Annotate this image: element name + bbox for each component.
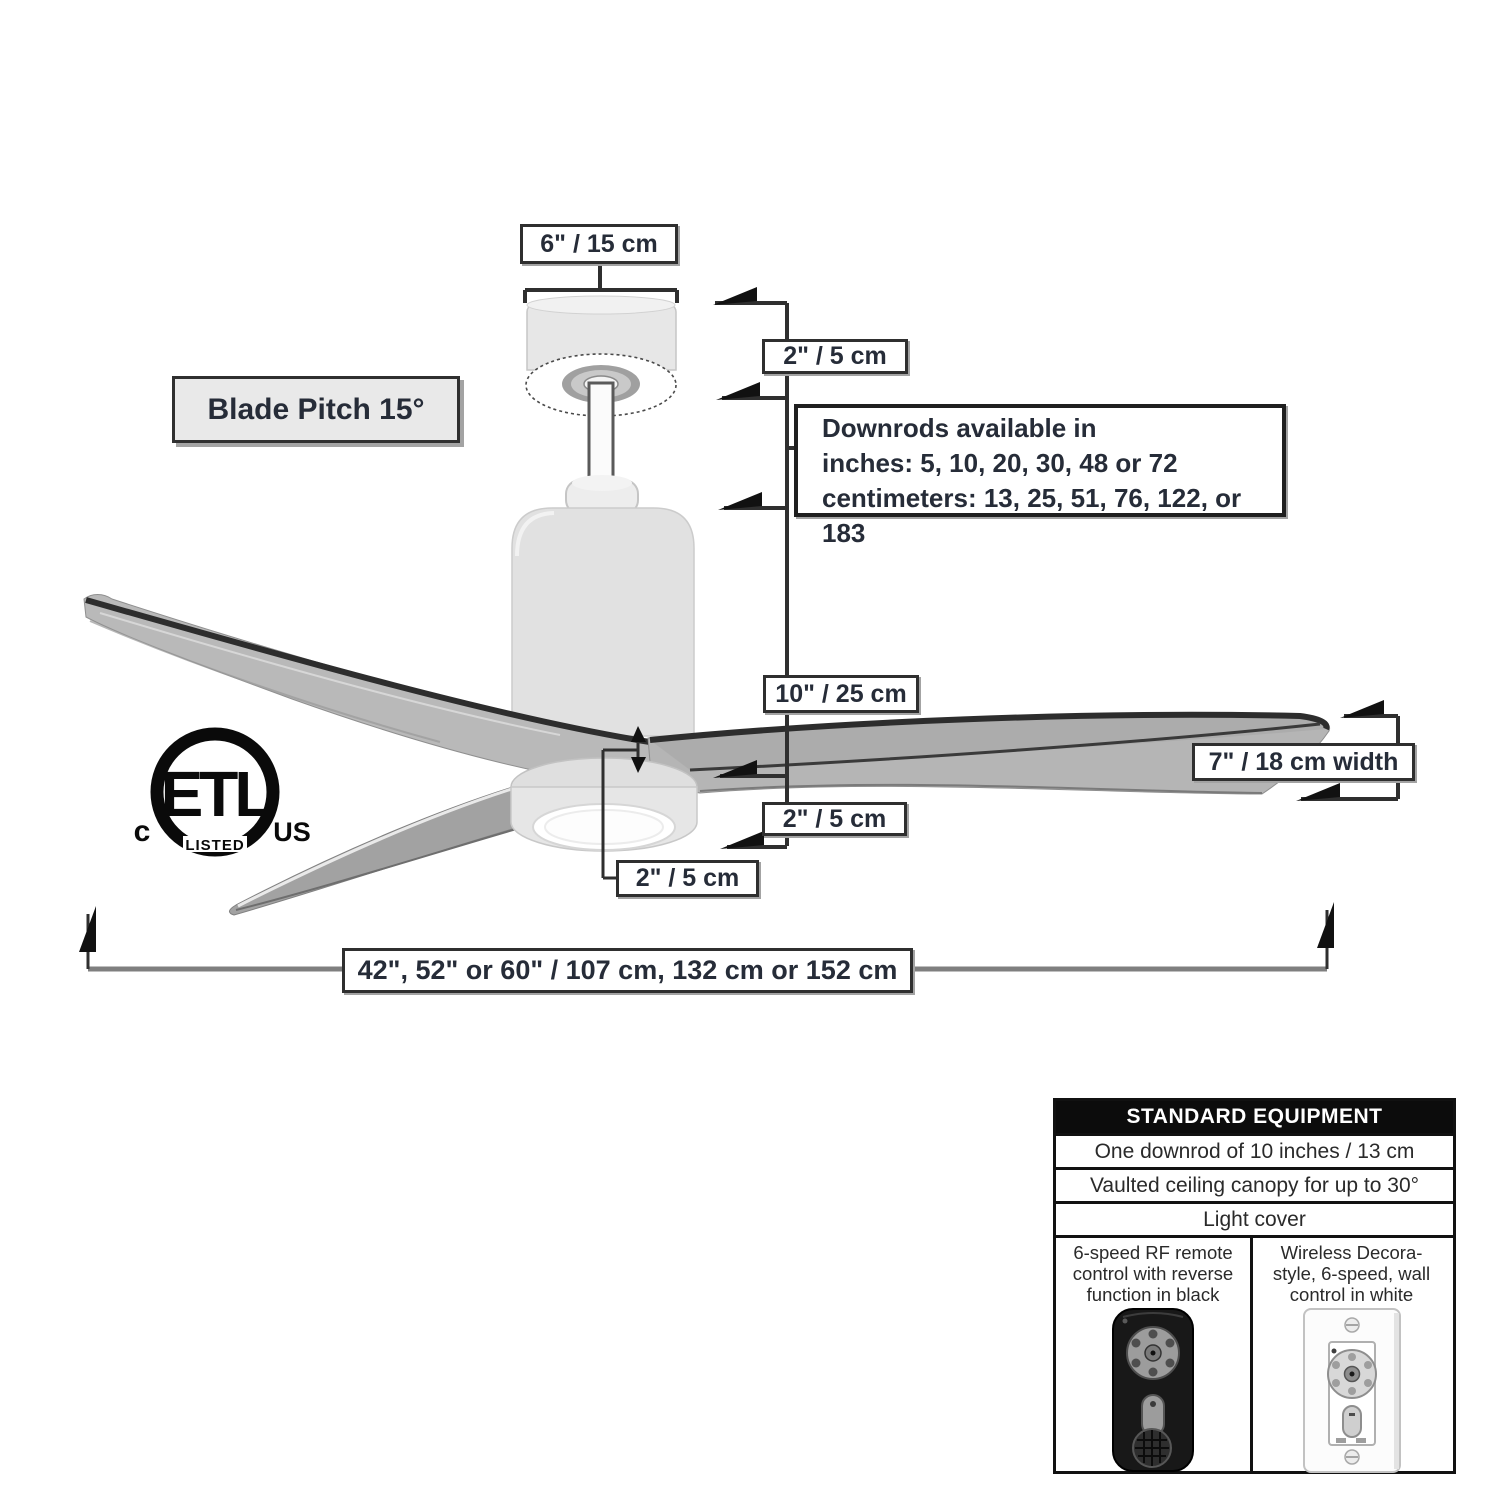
label-fan-span (342, 948, 913, 993)
label-canopy-width-text: 6" / 15 cm (540, 229, 658, 258)
label-blade-width (1192, 743, 1415, 781)
motor-housing (512, 508, 694, 736)
label-motor-height-text: 10" / 25 cm (775, 679, 907, 708)
equipment-row-canopy: Vaulted ceiling canopy for up to 30° (1056, 1167, 1453, 1201)
remote-control-image (1097, 1307, 1209, 1475)
etl-listed-logo (134, 734, 311, 854)
rf-remote-icon (1097, 1307, 1209, 1475)
downrods-info-box (794, 404, 1286, 548)
label-light-depth (762, 802, 907, 836)
label-canopy-width (520, 224, 678, 264)
equipment-col-wall-control (1253, 1238, 1450, 1471)
downrod (589, 383, 613, 491)
equipment-table-header: STANDARD EQUIPMENT (1056, 1101, 1453, 1133)
label-blade-pitch (172, 376, 460, 443)
etl-c-text: c (133, 815, 151, 848)
etl-listed-text: LISTED (185, 837, 245, 854)
label-motor-height (763, 675, 919, 713)
wall-control-icon (1292, 1307, 1412, 1475)
label-light-depth-text: 2" / 5 cm (782, 804, 887, 833)
standard-equipment-table (1053, 1098, 1456, 1474)
label-blade-pitch-text: Blade Pitch 15° (207, 392, 425, 426)
label-blade-thickness (616, 860, 759, 897)
label-blade-width-text: 7" / 18 cm width (1208, 747, 1399, 776)
label-fan-span-text: 42", 52" or 60" / 107 cm, 132 cm or 152 cm (357, 955, 898, 985)
downrods-line3: centimeters: 13, 25, 51, 76, 122, or 183 (822, 483, 1242, 548)
wall-control-image (1292, 1307, 1412, 1475)
downrods-line1: Downrods available in (822, 413, 1097, 443)
etl-us-text: US (273, 817, 311, 847)
label-canopy-depth (762, 339, 908, 374)
etl-mark-text: ETL (160, 758, 270, 830)
label-blade-thickness-text: 2" / 5 cm (635, 864, 740, 892)
downrods-line2: inches: 5, 10, 20, 30, 48 or 72 (822, 448, 1178, 478)
wall-control-caption: Wireless Decora-style, 6-speed, wall control in white (1272, 1242, 1431, 1305)
equipment-col-remote (1056, 1238, 1253, 1471)
equipment-row-downrod: One downrod of 10 inches / 13 cm (1056, 1133, 1453, 1167)
label-canopy-depth-text: 2" / 5 cm (783, 342, 887, 370)
remote-caption: 6-speed RF remote control with reverse function in black (1072, 1242, 1234, 1305)
equipment-row-light-cover: Light cover (1056, 1201, 1453, 1235)
